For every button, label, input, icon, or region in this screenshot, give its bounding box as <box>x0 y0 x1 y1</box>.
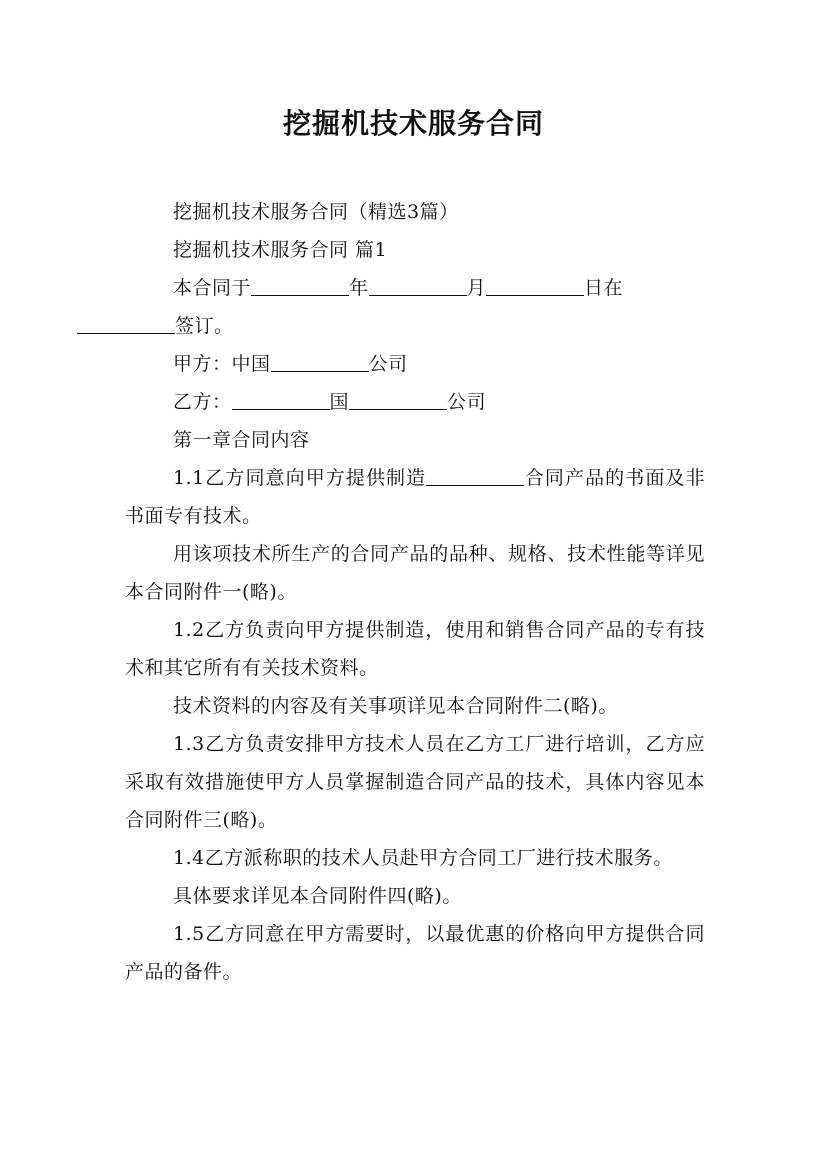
day-blank <box>486 275 584 296</box>
party-b-country-blank <box>232 389 330 410</box>
subtitle: 挖掘机技术服务合同（精选3篇） <box>173 201 459 223</box>
document-title: 挖掘机技术服务合同 <box>282 107 544 140</box>
party-a-prefix: 甲方：中国 <box>173 353 271 375</box>
document-body <box>125 193 705 991</box>
clause-1-1-blank <box>426 465 524 486</box>
signing-text-b: 年 <box>349 277 369 299</box>
signing-text-e: 签订。 <box>175 315 234 337</box>
clause-1-2: 1.2乙方负责向甲方提供制造，使用和销售合同产品的专有技术和其它所有有关技术资料。 <box>125 619 705 679</box>
clause-1-1-text-a: 1.1乙方同意向甲方提供制造 <box>173 467 427 489</box>
party-b-line <box>125 383 705 421</box>
party-a-line <box>125 345 705 383</box>
party-b-suffix: 公司 <box>447 391 487 413</box>
signing-text-c: 月 <box>466 277 487 299</box>
chapter-heading: 第一章合同内容 <box>173 429 310 451</box>
year-blank <box>251 275 349 296</box>
clause-1-1 <box>125 459 705 535</box>
clause-1-3: 1.3乙方负责安排甲方技术人员在乙方工厂进行培训，乙方应采取有效措施使甲方人员掌握制造合同产品的技术，具体内容见本合同附件三(略)。 <box>125 733 705 831</box>
clause-1-5: 1.5乙方同意在甲方需要时，以最优惠的价格向甲方提供合同产品的备件。 <box>125 923 705 983</box>
month-blank <box>369 275 467 296</box>
party-b-mid: 国 <box>329 391 350 413</box>
clause-1-1-text-b: 合同产品的书面及非书面专有技术。 <box>125 467 705 527</box>
signing-text-a: 本合同于 <box>173 277 252 299</box>
clause-1-2-detail: 技术资料的内容及有关事项详见本合同附件二(略)。 <box>173 695 618 717</box>
signing-paragraph <box>125 269 705 345</box>
party-a-blank <box>271 351 369 372</box>
signing-text-d: 日在 <box>584 277 624 299</box>
party-b-prefix: 乙方： <box>173 391 232 413</box>
place-blank <box>77 313 175 334</box>
party-a-suffix: 公司 <box>368 353 408 375</box>
clause-1-4-detail: 具体要求详见本合同附件四(略)。 <box>173 885 462 907</box>
clause-1-4: 1.4乙方派称职的技术人员赴甲方合同工厂进行技术服务。 <box>173 847 673 869</box>
part-heading: 挖掘机技术服务合同 篇1 <box>173 239 388 261</box>
party-b-company-blank <box>349 389 447 410</box>
clause-1-1-detail: 用该项技术所生产的合同产品的品种、规格、技术性能等详见本合同附件一(略)。 <box>125 543 705 603</box>
